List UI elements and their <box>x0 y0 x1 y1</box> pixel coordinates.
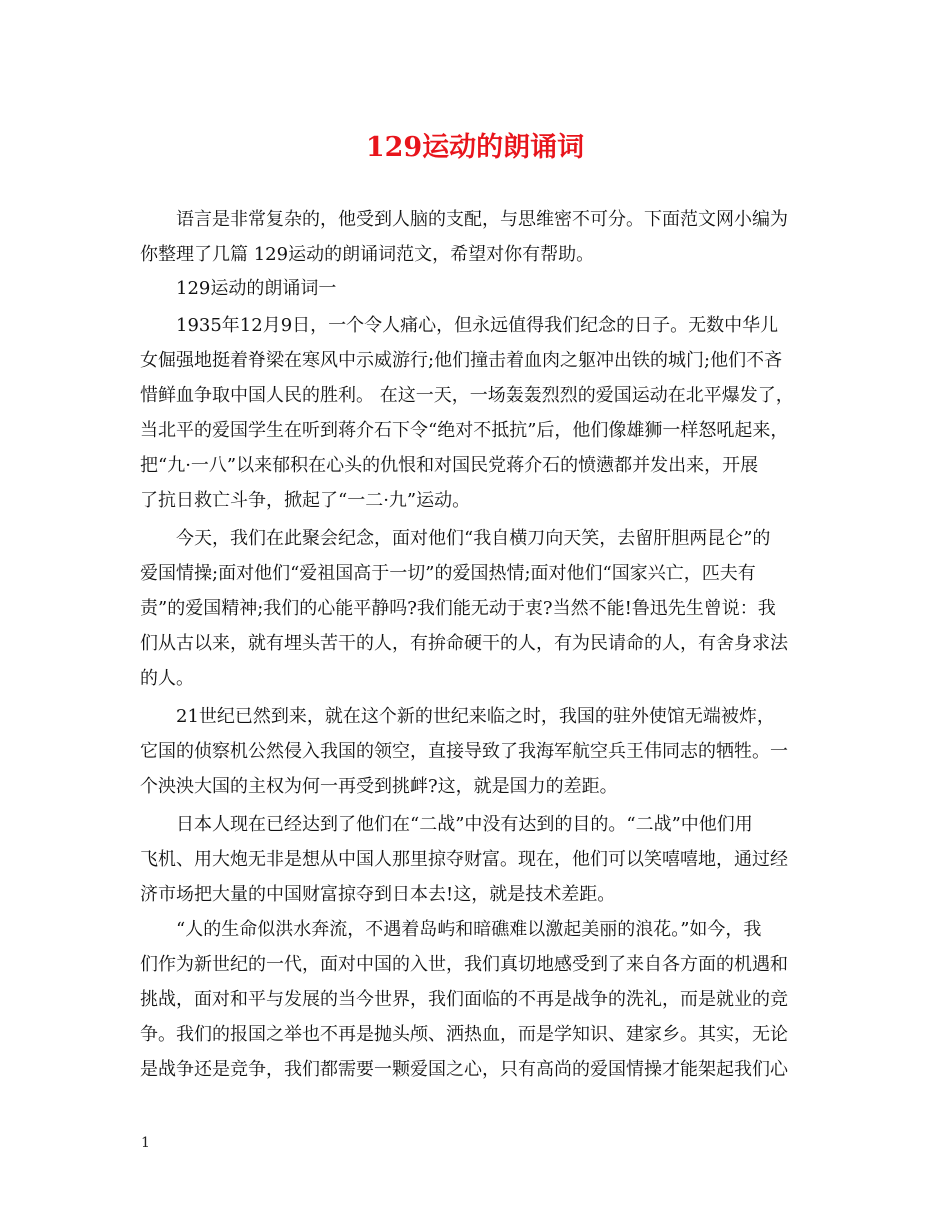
section-heading: 129运动的朗诵词一 <box>176 278 337 299</box>
paragraph-line: 责”的爱国精神;我们的心能平静吗?我们能无动于衷?当然不能!鲁迅先生曾说：我 <box>140 598 776 619</box>
paragraph-line: 们作为新世纪的一代，面对中国的入世，我们真切地感受到了来自各方面的机遇和 <box>140 954 788 975</box>
paragraph-line: 争。我们的报国之举也不再是抛头颅、洒热血，而是学知识、建家乡。其实，无论 <box>140 1024 788 1045</box>
paragraph-line: 1935年12月9日，一个令人痛心，但永远值得我们纪念的日子。无数中华儿 <box>176 315 779 336</box>
paragraph-line: 爱国情操;面对他们“爱祖国高于一切”的爱国热情;面对他们“国家兴亡，匹夫有 <box>140 563 756 584</box>
paragraph-line: 的人。 <box>140 668 194 689</box>
document-title: 129运动的朗诵词 <box>365 132 585 163</box>
page-number: 1 <box>141 1135 150 1151</box>
paragraph-line: 济市场把大量的中国财富掠夺到日本去!这，就是技术差距。 <box>140 884 616 905</box>
paragraph-line: 了抗日救亡斗争，掀起了“一二·九”运动。 <box>140 490 471 511</box>
paragraph-line: 日本人现在已经达到了他们在“二战”中没有达到的目的。“二战”中他们用 <box>176 814 753 835</box>
paragraph-line: 它国的侦察机公然侵入我国的领空，直接导致了我海军航空兵王伟同志的牺牲。一 <box>140 741 788 762</box>
paragraph-line: 今天，我们在此聚会纪念，面对他们“我自横刀向天笑，去留肝胆两昆仑”的 <box>176 528 771 549</box>
paragraph-line: 挑战，面对和平与发展的当今世界，我们面临的不再是战争的洗礼，而是就业的竞 <box>140 989 788 1010</box>
paragraph-line: 惜鲜血争取中国人民的胜利。 在这一天，一场轰轰烈烈的爱国运动在北平爆发了， <box>140 385 794 406</box>
paragraph-line: 把“九·一八”以来郁积在心头的仇恨和对国民党蒋介石的愤懑都并发出来，开展 <box>140 455 759 476</box>
paragraph-line: 们从古以来，就有埋头苦干的人，有拚命硬干的人，有为民请命的人，有舍身求法 <box>140 633 788 654</box>
paragraph-line: 当北平的爱国学生在听到蒋介石下令“绝对不抵抗”后，他们像雄狮一样怒吼起来， <box>140 420 789 441</box>
paragraph-line: “人的生命似洪水奔流，不遇着岛屿和暗礁难以激起美丽的浪花。”如今，我 <box>176 919 762 940</box>
paragraph-line: 个泱泱大国的主权为何一再受到挑衅?这，就是国力的差距。 <box>140 776 618 797</box>
paragraph-line: 语言是非常复杂的，他受到人脑的支配，与思维密不可分。下面范文网小编为 <box>176 209 788 230</box>
paragraph-line: 女倔强地挺着脊梁在寒风中示威游行;他们撞击着血肉之躯冲出铁的城门;他们不吝 <box>140 350 783 371</box>
paragraph-line: 你整理了几篇 129运动的朗诵词范文，希望对你有帮助。 <box>140 244 595 265</box>
paragraph-line: 21世纪已然到来，就在这个新的世纪来临之时，我国的驻外使馆无端被炸， <box>176 706 775 727</box>
paragraph-line: 是战争还是竞争，我们都需要一颗爱国之心，只有高尚的爱国情操才能架起我们心 <box>140 1059 788 1080</box>
paragraph-line: 飞机、用大炮无非是想从中国人那里掠夺财富。现在，他们可以笑嘻嘻地，通过经 <box>140 849 788 870</box>
